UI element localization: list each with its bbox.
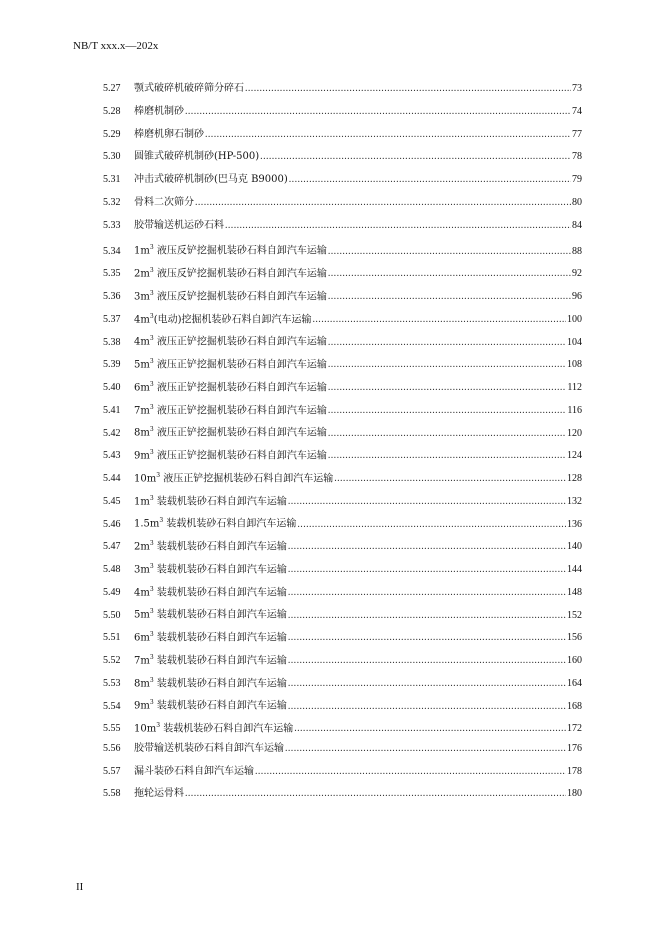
toc-entry-title-text: 装载机装砂石料自卸汽车运输 [153, 495, 287, 507]
toc-entry-number: 5.41 [103, 404, 121, 416]
toc-entry-number: 5.55 [103, 723, 121, 735]
toc-entry-title-volume: 10m [134, 473, 157, 485]
toc-entry-page: 92 [572, 268, 582, 280]
toc-entry-page: 144 [567, 564, 582, 576]
toc-entry-title: 胶带输送机运砂石料 [134, 219, 224, 231]
toc-dot-leader [260, 149, 571, 165]
toc-entry-title [134, 650, 287, 669]
toc-entry-title [134, 559, 287, 578]
toc-entry-title: 圆锥式破碎机制砂(HP-500) [134, 151, 260, 163]
toc-entry-number: 5.42 [103, 427, 121, 439]
toc-dot-leader [288, 539, 566, 555]
toc-dot-leader [195, 195, 571, 211]
toc-entry-page: 116 [567, 404, 582, 416]
toc-entry-title [134, 354, 327, 373]
toc-entry-page: 74 [572, 105, 582, 117]
toc-entry-number: 5.44 [103, 473, 121, 485]
toc-entry-number: 5.47 [103, 541, 121, 553]
toc-entry-title [134, 400, 327, 419]
toc-entry-title-volume: 6m [134, 632, 150, 644]
toc-entry-title-text: 液压正铲挖掘机装砂石料自卸汽车运输 [160, 473, 334, 485]
toc-dot-leader [288, 653, 566, 669]
toc-entry-page: 128 [567, 473, 582, 485]
toc-entry-number: 5.35 [103, 268, 121, 280]
toc-entry-title-text: 装载机装砂石料自卸汽车运输 [153, 541, 287, 553]
toc-dot-leader [205, 127, 571, 143]
document-code-header: NB/T xxx.x—202x [73, 40, 159, 52]
toc-dot-leader [334, 471, 566, 487]
toc-entry-title-volume: 9m [134, 700, 150, 712]
toc-entry-title-volume: 2m [134, 268, 150, 280]
toc-entry-title [134, 445, 327, 464]
toc-entry-page: 160 [567, 655, 582, 667]
toc-entry-title [134, 263, 327, 282]
toc-entry[interactable] [103, 354, 582, 377]
toc-entry-title-text: 液压正铲挖掘机装砂石料自卸汽车运输 [153, 359, 327, 371]
toc-entry[interactable] [103, 786, 582, 809]
toc-entry-title-volume: 6m [134, 382, 150, 394]
toc-entry-title [134, 468, 333, 487]
toc-dot-leader [328, 426, 566, 442]
toc-entry-number: 5.39 [103, 359, 121, 371]
toc-entry[interactable] [103, 309, 582, 332]
toc-entry-page: 132 [567, 495, 582, 507]
toc-entry-title-superscript: 3 [149, 358, 154, 365]
toc-entry[interactable] [103, 468, 582, 491]
toc-entry-title-volume: 8m [134, 677, 150, 689]
toc-entry-title-volume: 5m [134, 609, 150, 621]
toc-entry-title-superscript: 3 [149, 449, 154, 456]
toc-entry-page: 112 [567, 382, 582, 394]
toc-entry[interactable] [103, 286, 582, 309]
toc-entry-title [134, 240, 327, 259]
toc-entry-title-text: 液压正铲挖掘机装砂石料自卸汽车运输 [153, 382, 327, 394]
toc-dot-leader [297, 517, 566, 533]
toc-entry-number: 5.32 [103, 196, 121, 208]
toc-entry-number: 5.48 [103, 564, 121, 576]
toc-entry-page: 108 [567, 359, 582, 371]
toc-entry-title-volume: 3m [134, 291, 150, 303]
toc-entry-title [134, 513, 296, 532]
toc-entry-title-text: 装载机装砂石料自卸汽车运输 [153, 586, 287, 598]
toc-entry-title-volume: 4m [134, 586, 150, 598]
toc-entry-number: 5.27 [103, 83, 121, 94]
toc-dot-leader [328, 380, 566, 396]
toc-entry-title [134, 695, 287, 714]
toc-dot-leader [185, 786, 566, 802]
toc-entry-page: 96 [572, 291, 582, 303]
toc-entry[interactable] [103, 331, 582, 354]
toc-entry-page: 180 [567, 788, 582, 800]
toc-entry-title-volume: 5m [134, 359, 150, 371]
toc-entry-page: 73 [572, 83, 582, 94]
toc-entry-page: 164 [567, 677, 582, 689]
toc-dot-leader [288, 562, 566, 578]
toc-entry-title-volume: 10m [134, 723, 157, 735]
toc-entry[interactable] [103, 104, 582, 127]
toc-dot-leader [225, 218, 571, 234]
toc-entry[interactable] [103, 627, 582, 650]
toc-entry-title-superscript: 3 [149, 403, 154, 411]
toc-entry-title-superscript: 3 [149, 312, 154, 320]
toc-entry-number: 5.57 [103, 765, 121, 777]
toc-entry-title-superscript: 3 [149, 335, 154, 343]
toc-entry-title-superscript: 3 [149, 426, 154, 434]
toc-entry[interactable] [103, 650, 582, 673]
toc-dot-leader [328, 244, 571, 260]
toc-entry-page: 136 [567, 518, 582, 530]
toc-entry-title-text: 液压正铲挖掘机装砂石料自卸汽车运输 [153, 450, 327, 462]
toc-entry-title-volume: 7m [134, 404, 150, 416]
toc-entry-title-superscript: 3 [149, 653, 154, 661]
toc-entry-title-superscript: 3 [149, 699, 154, 707]
toc-entry-title-volume: 3m [134, 564, 150, 576]
toc-dot-leader [313, 312, 567, 328]
toc-dot-leader [288, 585, 566, 601]
toc-entry-title [134, 331, 327, 350]
page-number-footer: II [76, 881, 84, 893]
toc-dot-leader [288, 608, 566, 624]
toc-entry-number: 5.45 [103, 495, 121, 507]
toc-entry-title-volume: 2m [134, 541, 150, 553]
toc-entry-title [134, 718, 293, 737]
toc-entry-title-superscript: 3 [149, 267, 154, 274]
toc-entry-page: 84 [572, 219, 582, 231]
toc-entry-title-text: 装载机装砂石料自卸汽车运输 [153, 632, 287, 644]
toc-entry-title-superscript: 3 [149, 676, 154, 684]
toc-entry-title-text: 液压反铲挖掘机装砂石料自卸汽车运输 [153, 245, 327, 257]
toc-dot-leader [245, 81, 571, 97]
toc-entry-title: 胶带输送机装砂石料自卸汽车运输 [134, 742, 284, 754]
toc-entry-page: 79 [572, 174, 582, 185]
toc-entry-number: 5.56 [103, 742, 121, 754]
toc-entry-title-superscript: 3 [149, 585, 154, 593]
toc-entry[interactable] [103, 741, 582, 764]
toc-dot-leader [328, 403, 566, 419]
toc-entry-title: 拖轮运骨料 [134, 788, 184, 800]
toc-entry-title-text: 装载机装砂石料自卸汽车运输 [160, 723, 294, 735]
toc-entry[interactable] [103, 718, 582, 741]
toc-entry-title-volume: 1m [134, 495, 150, 507]
toc-entry[interactable] [103, 422, 582, 445]
toc-entry-title-volume: 9m [134, 450, 150, 462]
toc-entry[interactable] [103, 513, 582, 536]
toc-entry[interactable] [103, 240, 582, 263]
toc-entry-title-text: 装载机装砂石料自卸汽车运输 [153, 609, 287, 621]
toc-entry-page: 78 [572, 151, 582, 163]
toc-entry-number: 5.38 [103, 336, 121, 348]
toc-dot-leader [288, 494, 566, 510]
toc-entry-number: 5.54 [103, 700, 121, 712]
toc-entry-title-superscript: 3 [156, 722, 161, 729]
toc-entry-title-superscript: 3 [149, 380, 154, 388]
toc-entry-title-volume: 1.5m [134, 518, 160, 530]
toc-entry-page: 168 [567, 700, 582, 712]
toc-entry-number: 5.28 [103, 105, 121, 117]
toc-dot-leader [328, 335, 566, 351]
toc-entry-title-volume: 8m [134, 427, 150, 439]
toc-dot-leader [285, 741, 566, 757]
toc-dot-leader [289, 172, 571, 188]
toc-entry-number: 5.30 [103, 151, 121, 163]
toc-entry-page: 140 [567, 541, 582, 553]
toc-entry[interactable] [103, 764, 582, 787]
toc-entry-title-superscript: 3 [149, 608, 154, 616]
toc-entry-title-superscript: 3 [149, 540, 154, 547]
toc-entry-title [134, 309, 312, 328]
toc-entry-number: 5.29 [103, 128, 121, 140]
toc-entry-title-text: 装载机装砂石料自卸汽车运输 [153, 677, 287, 689]
toc-dot-leader [288, 676, 566, 692]
toc-entry-page: 156 [567, 632, 582, 644]
toc-entry-title-volume: 4m [134, 336, 150, 348]
toc-entry-title: 冲击式破碎机制砂(巴马克 B9000) [134, 174, 288, 185]
toc-entry-title [134, 491, 287, 510]
toc-entry-title [134, 422, 327, 441]
toc-entry-title-superscript: 3 [159, 517, 164, 525]
toc-entry-number: 5.43 [103, 450, 121, 462]
toc-entry[interactable] [103, 582, 582, 605]
toc-entry[interactable] [103, 536, 582, 559]
toc-entry-title: 棒磨机制砂 [134, 105, 184, 117]
toc-dot-leader [328, 357, 566, 373]
toc-dot-leader [328, 289, 571, 305]
toc-entry-title: 棒磨机卵石制砂 [134, 128, 204, 140]
toc-entry-page: 77 [572, 128, 582, 140]
toc-entry-number: 5.53 [103, 677, 121, 689]
toc-entry-page: 176 [567, 742, 582, 754]
toc-entry[interactable] [103, 149, 582, 172]
toc-entry-number: 5.31 [103, 174, 121, 185]
toc-dot-leader [288, 630, 566, 646]
toc-entry[interactable] [103, 195, 582, 218]
toc-entry-title-volume: 1m [134, 245, 150, 257]
toc-entry-number: 5.46 [103, 518, 121, 530]
toc-entry-title-superscript: 3 [156, 471, 161, 479]
toc-entry-page: 100 [567, 313, 582, 325]
toc-entry-title-text: (电动)挖掘机装砂石料自卸汽车运输 [153, 313, 312, 325]
toc-entry-page: 172 [567, 723, 582, 735]
toc-entry-number: 5.34 [103, 245, 121, 257]
table-of-contents [0, 81, 662, 809]
toc-entry[interactable] [103, 445, 582, 468]
toc-entry[interactable] [103, 218, 582, 241]
toc-entry[interactable] [103, 559, 582, 582]
toc-entry[interactable] [103, 377, 582, 400]
toc-dot-leader [328, 266, 571, 282]
toc-entry-page: 178 [567, 765, 582, 777]
toc-entry-number: 5.50 [103, 609, 121, 621]
toc-entry-page: 120 [567, 427, 582, 439]
toc-entry-title [134, 582, 287, 601]
toc-entry-title-text: 液压反铲挖掘机装砂石料自卸汽车运输 [153, 291, 327, 303]
toc-entry-page: 152 [567, 609, 582, 621]
toc-entry-number: 5.33 [103, 219, 121, 231]
toc-dot-leader [185, 104, 571, 120]
toc-entry[interactable] [103, 263, 582, 286]
toc-entry-title [134, 536, 287, 555]
toc-entry-title-text: 液压正铲挖掘机装砂石料自卸汽车运输 [153, 427, 327, 439]
toc-entry-page: 104 [567, 336, 582, 348]
toc-entry-number: 5.52 [103, 655, 121, 667]
toc-entry-title-volume: 7m [134, 655, 150, 667]
toc-entry[interactable] [103, 695, 582, 718]
toc-entry[interactable] [103, 127, 582, 150]
toc-entry-title-superscript: 3 [149, 562, 154, 570]
toc-entry-title [134, 604, 287, 623]
toc-entry-title-superscript: 3 [149, 631, 154, 638]
toc-entry-number: 5.40 [103, 382, 121, 394]
toc-entry[interactable] [103, 172, 582, 195]
toc-entry[interactable] [103, 604, 582, 627]
toc-entry-title-text: 装载机装砂石料自卸汽车运输 [153, 564, 287, 576]
toc-entry-number: 5.51 [103, 632, 121, 644]
toc-entry-title-text: 装载机装砂石料自卸汽车运输 [163, 518, 297, 530]
toc-dot-leader [294, 721, 566, 737]
toc-entry-title-superscript: 3 [149, 289, 154, 297]
toc-entry-page: 148 [567, 586, 582, 598]
toc-entry-title [134, 377, 327, 396]
toc-entry-title-text: 液压正铲挖掘机装砂石料自卸汽车运输 [153, 404, 327, 416]
toc-entry-title: 骨料二次筛分 [134, 196, 194, 208]
toc-dot-leader [288, 699, 566, 715]
toc-entry-number: 5.37 [103, 313, 121, 325]
toc-entry-title-text: 装载机装砂石料自卸汽车运输 [153, 655, 287, 667]
toc-entry[interactable] [103, 491, 582, 514]
toc-dot-leader [255, 764, 566, 780]
toc-entry-title-text: 液压反铲挖掘机装砂石料自卸汽车运输 [153, 268, 327, 280]
toc-entry-title-text: 装载机装砂石料自卸汽车运输 [153, 700, 287, 712]
toc-dot-leader [328, 448, 566, 464]
toc-entry-number: 5.36 [103, 291, 121, 303]
toc-entry-title [134, 627, 287, 646]
toc-entry-number: 5.49 [103, 586, 121, 598]
toc-entry[interactable] [103, 81, 582, 104]
toc-entry-title-volume: 4m [134, 313, 150, 325]
toc-entry-number: 5.58 [103, 788, 121, 800]
toc-entry[interactable] [103, 673, 582, 696]
toc-entry-title: 漏斗装砂石料自卸汽车运输 [134, 765, 254, 777]
toc-entry-title-superscript: 3 [149, 494, 154, 502]
toc-entry-title [134, 673, 287, 692]
toc-entry-page: 88 [572, 245, 582, 257]
toc-entry-page: 80 [572, 196, 582, 208]
toc-entry-title-superscript: 3 [149, 244, 154, 252]
toc-entry-title [134, 286, 327, 305]
toc-entry-title: 颚式破碎机破碎筛分碎石 [134, 83, 244, 94]
toc-entry-page: 124 [567, 450, 582, 462]
toc-entry[interactable] [103, 400, 582, 423]
toc-entry-title-text: 液压正铲挖掘机装砂石料自卸汽车运输 [153, 336, 327, 348]
